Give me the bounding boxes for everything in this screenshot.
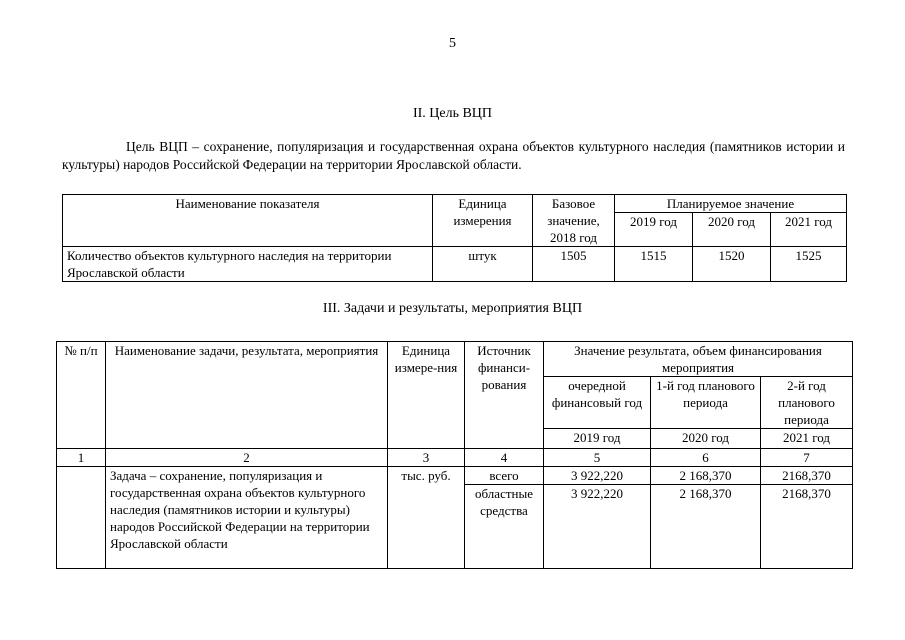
planned-value-header: Планируемое значение bbox=[615, 195, 847, 213]
result-value-header: Значение результата, объем финансирования мероприятия bbox=[544, 342, 853, 377]
col6-header: 1-й год планового периода bbox=[651, 377, 761, 429]
column-number: 2 bbox=[106, 449, 388, 467]
column-number: 6 bbox=[651, 449, 761, 467]
num-header: № п/п bbox=[57, 342, 106, 449]
indicator-unit-header: Единица измерения bbox=[433, 195, 533, 247]
indicator-2020-cell: 1520 bbox=[693, 247, 771, 282]
total-2019-cell: 3 922,220 bbox=[544, 467, 651, 485]
regional-2019-cell: 3 922,220 bbox=[544, 485, 651, 569]
indicator-base-header: Базовое значение, 2018 год bbox=[533, 195, 615, 247]
goal-paragraph: Цель ВЦП – сохранение, популяризация и государственная охрана объектов культурного наследия (памятников истории и культуры) народов Российской Федерации на территории Ярославской области. bbox=[62, 139, 845, 172]
column-number: 5 bbox=[544, 449, 651, 467]
col7-year-header: 2021 год bbox=[761, 429, 853, 449]
year-2021-header: 2021 год bbox=[771, 213, 847, 247]
col5-year-header: 2019 год bbox=[544, 429, 651, 449]
indicator-unit-cell: штук bbox=[433, 247, 533, 282]
column-number: 4 bbox=[465, 449, 544, 467]
indicators-table bbox=[62, 194, 847, 282]
indicator-2021-cell: 1525 bbox=[771, 247, 847, 282]
funding-source-header: Источник финанси-рования bbox=[465, 342, 544, 449]
tasks-table bbox=[56, 341, 853, 569]
column-number: 1 bbox=[57, 449, 106, 467]
year-2019-header: 2019 год bbox=[615, 213, 693, 247]
indicator-name-cell: Количество объектов культурного наследия на территории Ярославской области bbox=[63, 247, 433, 282]
indicator-name-header: Наименование показателя bbox=[63, 195, 433, 247]
page-number: 5 bbox=[449, 36, 456, 51]
task-unit-header: Единица измере-ния bbox=[388, 342, 465, 449]
year-2020-header: 2020 год bbox=[693, 213, 771, 247]
column-number: 7 bbox=[761, 449, 853, 467]
indicator-2019-cell: 1515 bbox=[615, 247, 693, 282]
total-2020-cell: 2 168,370 bbox=[651, 467, 761, 485]
col6-year-header: 2020 год bbox=[651, 429, 761, 449]
task-unit-cell: тыс. руб. bbox=[388, 467, 465, 569]
column-number: 3 bbox=[388, 449, 465, 467]
task-name-header: Наименование задачи, результата, мероприятия bbox=[106, 342, 388, 449]
col5-header: очередной финансовый год bbox=[544, 377, 651, 429]
regional-2020-cell: 2 168,370 bbox=[651, 485, 761, 569]
funding-source-regional: областные средства bbox=[465, 485, 544, 569]
task-num-cell bbox=[57, 467, 106, 569]
indicator-base-cell: 1505 bbox=[533, 247, 615, 282]
regional-2021-cell: 2168,370 bbox=[761, 485, 853, 569]
section-3-title: III. Задачи и результаты, мероприятия ВЦП bbox=[322, 301, 583, 316]
funding-source-total: всего bbox=[465, 467, 544, 485]
task-name-cell: Задача – сохранение, популяризация и государственная охрана объектов культурного наследия (памятников истории и культуры) народов Российской Федерации на территории Ярославской области bbox=[106, 467, 388, 569]
col7-header: 2-й год планового периода bbox=[761, 377, 853, 429]
section-2-title: II. Цель ВЦП bbox=[412, 106, 493, 121]
total-2021-cell: 2168,370 bbox=[761, 467, 853, 485]
